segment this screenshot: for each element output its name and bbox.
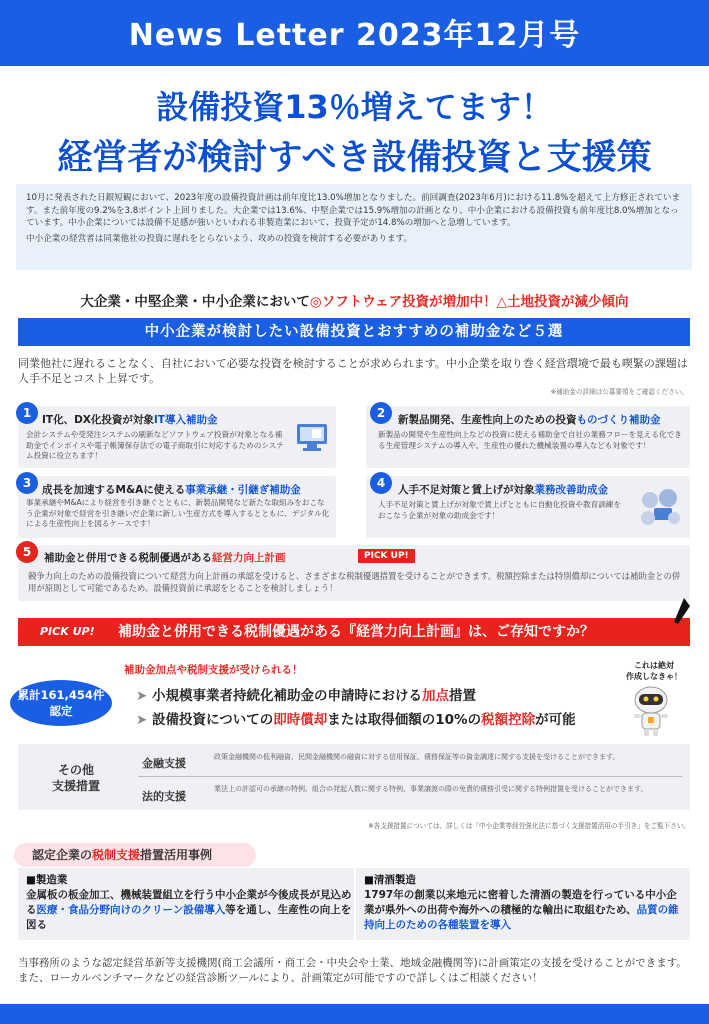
subsidy-card-1 [18, 406, 336, 468]
case-description [364, 888, 686, 933]
card-description: 人手不足対策と賃上げが対象で賃上げとともに自動化投資や教育訓練をおこなう企業が対象の助成金です！ [378, 500, 621, 520]
card-number-badge: 2 [370, 402, 392, 424]
section-text: 同業他社に遅れることなく、自社において必要な投資を検討することが求められます。中小企業を取り巻く経営環境で最も喫緊の課題は人手不足とコスト上昇です。 [18, 357, 688, 385]
case-manufacturing [18, 868, 354, 940]
bullet-highlight: 加点 [422, 688, 450, 704]
financial-support-desc: 政策金融機関の低利融資、民間金融機関の融資に対する信用保証、債務保証等の資金調達に関する支援を受けることができます。 [214, 753, 620, 761]
section-note: ※補助金の詳細は公募要領をご確認ください。 [550, 388, 688, 396]
cases-tag-prefix: 認定企業の [32, 848, 93, 862]
subsidy-card-5 [18, 545, 690, 601]
footer-text: 当事務所のような認定経営革新等支援機関(商工会議所・商工会・中央会や士業、地域金融機関等)に計画策定の支援を受けることができます。また、ローカルベンチマークなどの経営診断ツールにより、計画策定が可能ですので詳しくはご相談ください！ [18, 957, 687, 984]
financial-support-label: 金融支援 [142, 757, 186, 770]
legal-support-desc: 業法上の許認可の承継の特例、組合の発起人数に関する特例、事業譲渡の際の免責的債務引受に関する特例措置を受けることができます。 [214, 785, 648, 793]
bullet-arrow-icon: ➤ [136, 688, 153, 704]
benefit-bullet-2 [136, 708, 576, 728]
card-title [44, 550, 286, 565]
card-number-badge: 4 [370, 472, 392, 494]
pickup-band-text: 補助金と併用できる税制優遇がある『経営力向上計画』は、ご存知ですか？ [118, 624, 594, 640]
pen-icon [670, 596, 694, 626]
benefit-caption: 補助金加点や税制支援が受けられる！ [124, 664, 303, 676]
card-title-prefix: 新製品開発、生産性向上のための投資 [398, 414, 577, 426]
row-divider [138, 776, 682, 777]
card-title-highlight: 業務改善助成金 [534, 484, 608, 496]
card-title [398, 482, 608, 497]
other-support-label [36, 762, 116, 794]
bullet-text-suffix: 措置 [449, 688, 477, 704]
bullet-arrow-icon: ➤ [136, 712, 153, 728]
card-number-badge: 3 [16, 472, 38, 494]
cases-tag [14, 843, 256, 867]
card-title-highlight: IT導入補助金 [153, 414, 218, 426]
card-description: 新製品の開発や生産性向上などの投資に使える補助金で自社の業務フローを見える化できる生産管理システムの導入や、生産性の優れた機械装置の導入なども対象です！ [378, 430, 682, 450]
intro-paragraph-2: 中小企業の経営者は同業他社の投資に遅れをとらないよう、攻めの投資を検討する必要があります。 [26, 233, 413, 244]
card-description: 競争力向上のための設備投資について経営力向上計画の承認を受けると、さまざまな税制優遇措置を受けることができます。税額控除または特別償却については補助金との併用が原則として可能であるため、設備投資前に承認をとることを検討しましょう！ [28, 571, 681, 593]
case-heading: ■製造業 [26, 874, 68, 886]
headline-line2: 経営者が検討すべき設備投資と支援策 [57, 138, 652, 178]
case-text: 金属板の板金加工、機械装置組立を行う中小企業が今後成長が見込める [26, 889, 352, 916]
bullet-text-mid: または取得価額の10%の [327, 712, 482, 728]
card-title-highlight: 事業承継・引継ぎ補助金 [185, 484, 301, 496]
bullet-highlight: 即時償却 [273, 712, 328, 728]
lead-prefix: 大企業・中堅企業・中小企業において [80, 294, 310, 310]
robot-icon [626, 684, 676, 738]
card-title-prefix: IT化、DX化投資が対象 [42, 414, 154, 426]
card-title [42, 482, 301, 497]
other-support-note: ※各支援措置については、詳しくは「中小企業等経営強化法に基づく支援措置活用の手引き」をご覧下さい。 [368, 822, 690, 830]
other-label-line1: その他 [57, 763, 94, 777]
bullet-text: 設備投資についての [152, 712, 274, 728]
bullet-text: 小規模事業者持続化補助金の申請時における [152, 688, 423, 704]
card-description: 事業承継やM&Aにより経営を引き継ぐとともに、新製品開発など新たな取組みをおこなう企業が対象で経営を引き継いだ企業に新しい生産方式を導入するとともに、デジタル化による生産性向上を図るケースです！ [26, 498, 330, 529]
other-label-line2: 支援措置 [51, 779, 100, 793]
subsidy-card-3 [18, 476, 336, 538]
case-text-suffix: 等を通し、生産性の向上を図る [26, 904, 352, 931]
pickup-band-tag: PICK UP! [40, 625, 95, 638]
robot-speech-bubble [612, 660, 696, 682]
card-title-highlight: 経営力向上計画 [212, 552, 286, 564]
case-heading: ■清酒製造 [364, 874, 416, 886]
case-sake-brewing [356, 868, 690, 940]
oval-line2: 認定 [49, 704, 73, 718]
automation-icon [638, 486, 682, 530]
case-highlight: 品質の維持向上のための各種装置を導入 [364, 904, 679, 931]
other-support-box [18, 744, 690, 810]
bubble-line2: 作成しなきゃ！ [626, 672, 682, 681]
bullet-text-suffix: が可能 [535, 712, 576, 728]
bubble-line1: これは絶対 [634, 661, 674, 670]
cases-tag-highlight: 税制支援 [92, 848, 141, 862]
legal-support-label: 法的支援 [142, 790, 186, 803]
lead-highlight-land: △土地投資が減少傾向 [496, 294, 629, 310]
card-title-prefix: 人手不足対策と賃上げが対象 [398, 484, 535, 496]
case-description [26, 888, 352, 933]
case-text: 1797年の創業以来地元に密着した清酒の製造を行っている中小企業が県外への出荷や海外への積極的な輸出に取組むため、 [364, 889, 677, 916]
benefit-bullet-1 [136, 684, 476, 704]
subsidy-card-2 [366, 406, 690, 468]
newsletter-header [0, 0, 709, 66]
cases-tag-suffix: 措置活用事例 [140, 848, 213, 862]
lead-highlight-software: ◎ソフトウェア投資が増加中！ [309, 294, 497, 310]
card-title [398, 412, 661, 427]
footer-bar [0, 1004, 709, 1024]
lead-line [0, 290, 709, 310]
certification-count-oval [10, 680, 112, 726]
card-number-badge: 5 [16, 541, 38, 563]
headline-line1: 設備投資13％増えてます！ [156, 88, 553, 126]
card-title-highlight: ものづくり補助金 [576, 414, 661, 426]
card-description: 会計システムや受発注システムの刷新などソフトウェア投資が対象となる補助金でインボイスや電子帳簿保存法での電子商取引に対応するためのシステム投資に役立ちます！ [26, 430, 284, 461]
case-highlight: 医療・食品分野向けのクリーン設備導入 [36, 904, 226, 916]
section-band: 中小企業が検討したい設備投資とおすすめの補助金など５選 [18, 318, 690, 346]
computer-icon [294, 420, 330, 456]
intro-paragraph-1: 10月に発表された日銀短観において、2023年度の設備投資計画は前年度比13.0%増加となりました。前回調査(2023年6月)における11.8%を超えて上方修正されています。また前年度の9.2%を3.8ポイント上回りました。大企業では13.6%、中堅企業では15.9%増加の計画となり、中小企業における設備投資も前年度比8.0%増加となっています。中小企業については設備不足感が強いといわれる非製造業において、投資予定が14.8%の増加へと急増しています。 [26, 193, 681, 229]
pickup-band [18, 618, 690, 646]
card-title-prefix: 成長を加速するM&Aに使える [42, 484, 186, 496]
intro-box [16, 184, 692, 270]
card-title-prefix: 補助金と併用できる税制優遇がある [44, 552, 212, 564]
newsletter-title: News Letter 2023年12月号 [128, 18, 581, 53]
bullet-highlight: 税額控除 [481, 712, 536, 728]
oval-line1: 累計161,454件 [17, 688, 105, 702]
card-title [42, 412, 217, 427]
pickup-badge: PICK UP! [358, 549, 415, 563]
subsidy-card-4 [366, 476, 690, 538]
card-number-badge: 1 [16, 402, 38, 424]
